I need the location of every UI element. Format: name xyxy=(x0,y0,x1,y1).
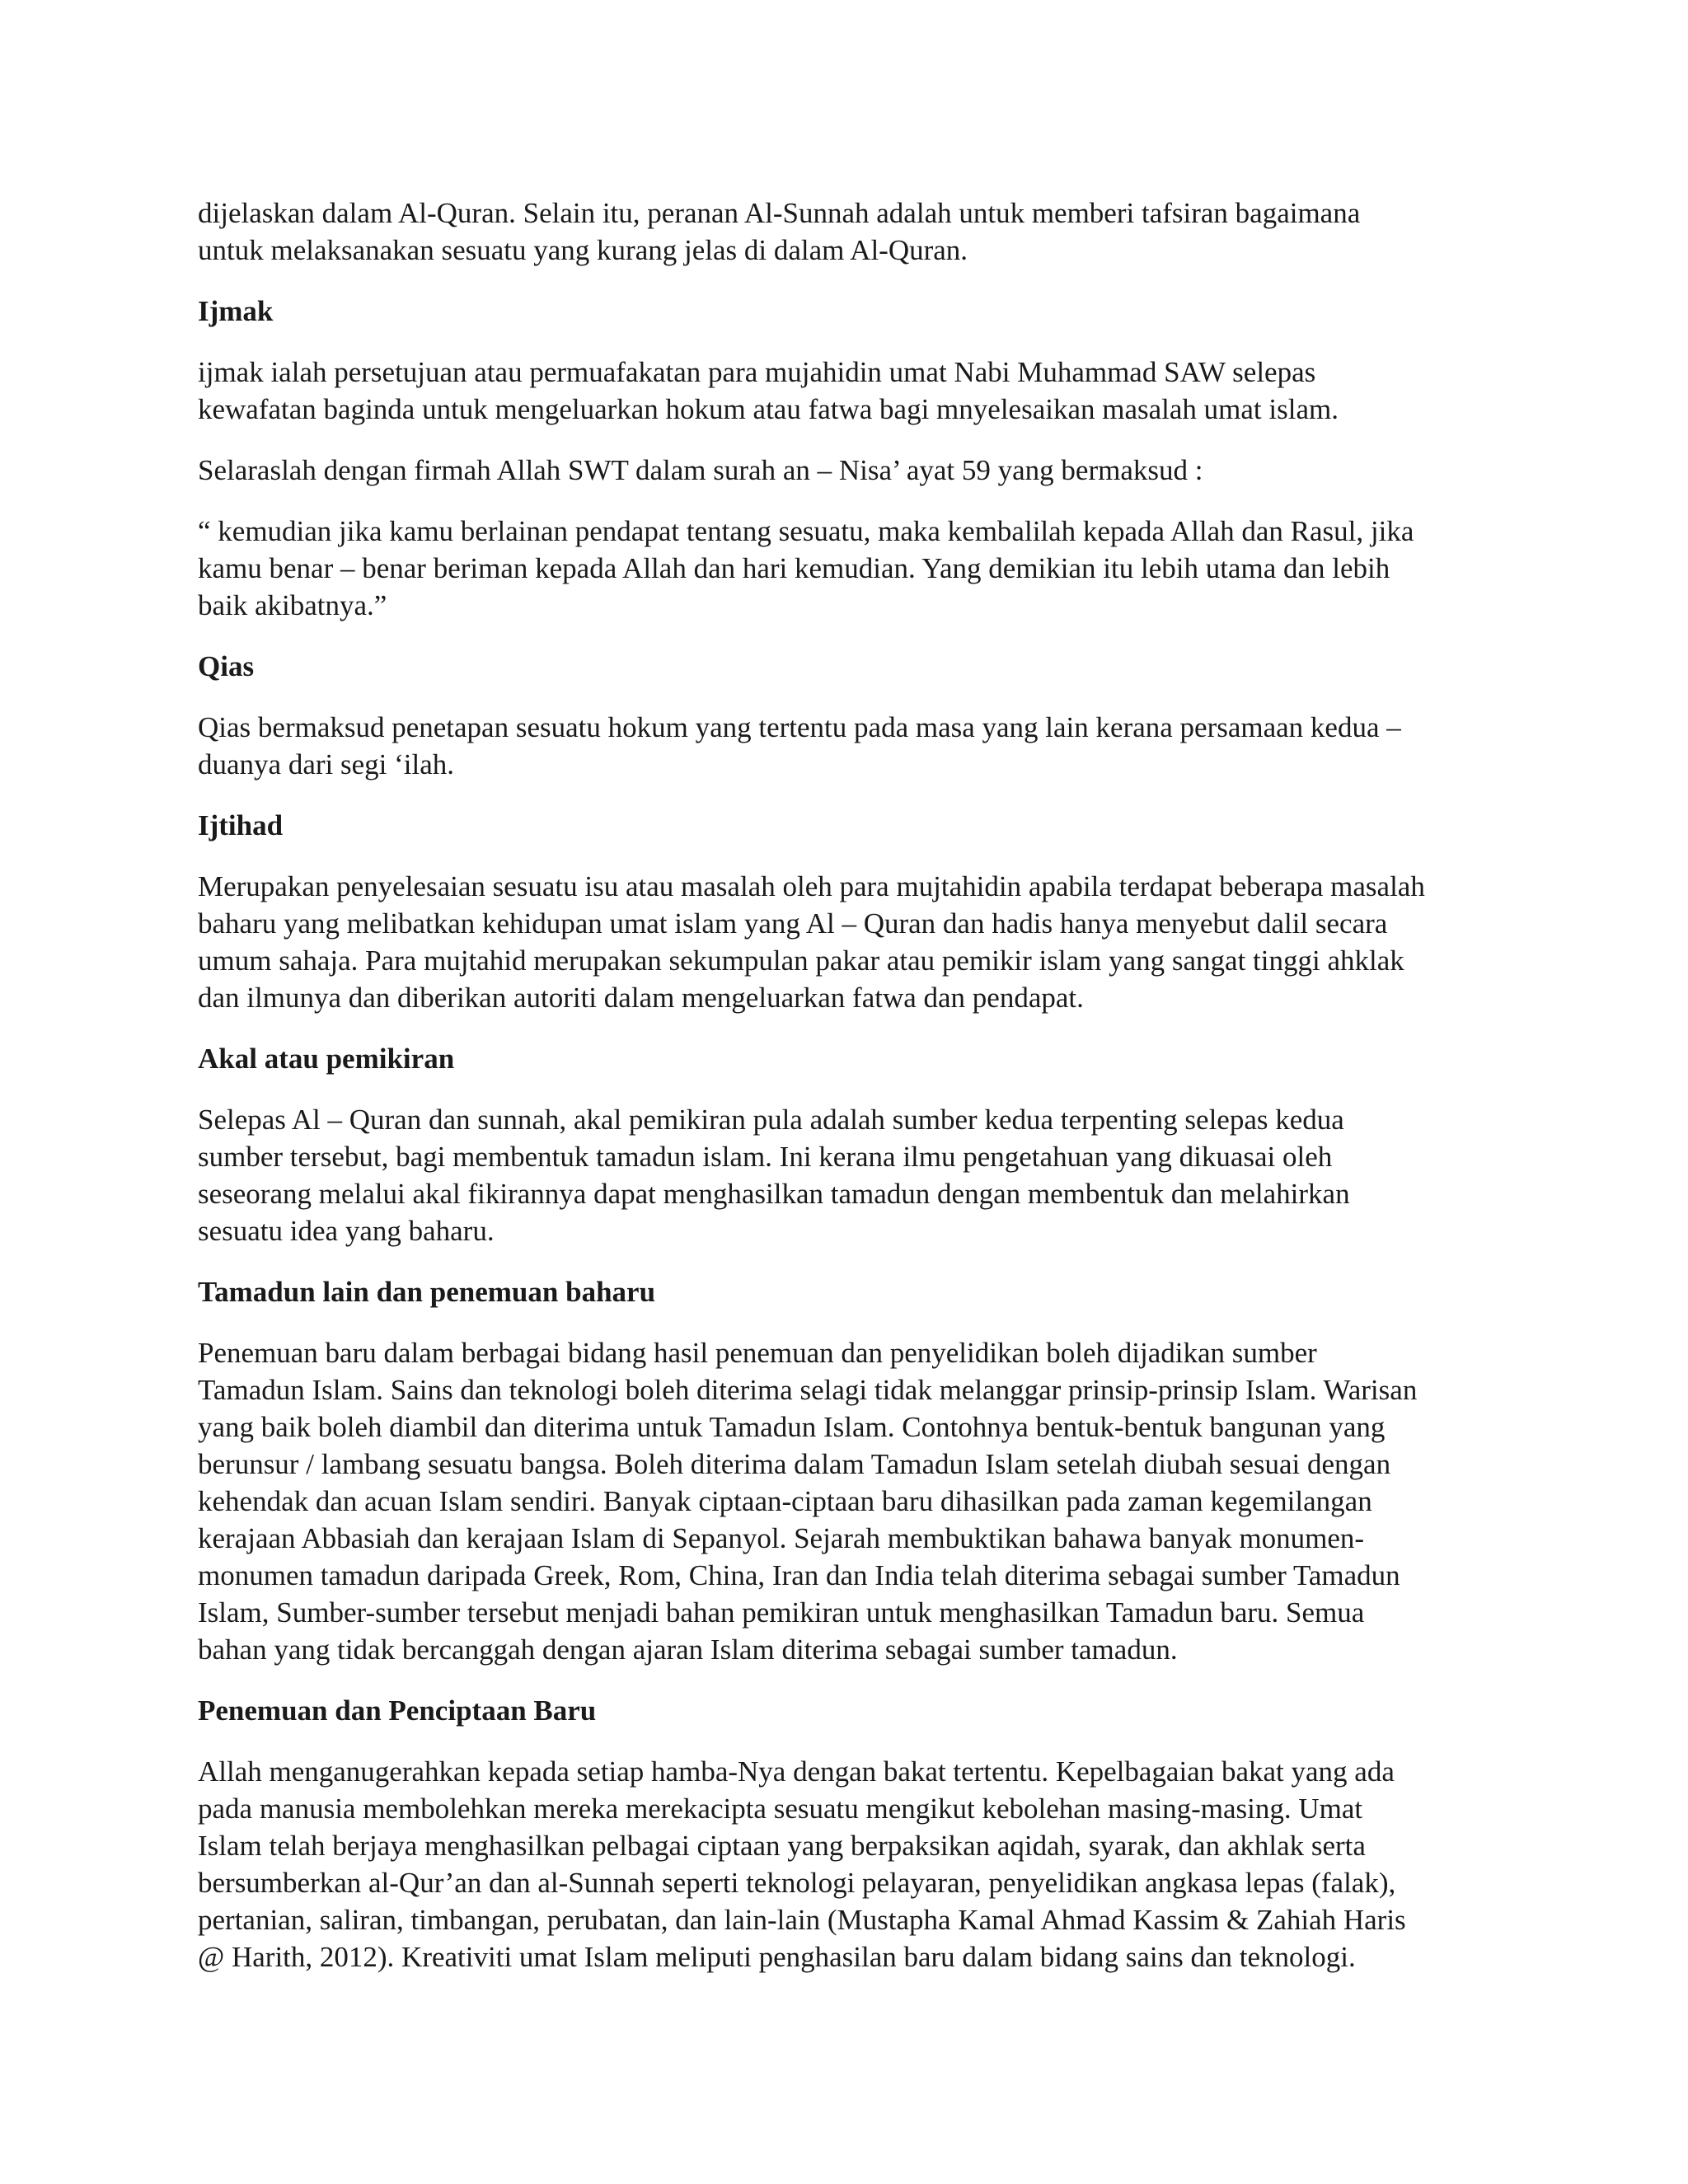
document-page xyxy=(198,194,1484,1999)
text-line: umum sahaja. Para mujtahid merupakan sekumpulan pakar atau pemikir islam yang sangat tinggi ahklak xyxy=(198,944,1404,977)
text-line: baharu yang melibatkan kehidupan umat islam yang Al – Quran dan hadis hanya menyebut dalil secara xyxy=(198,907,1388,940)
text-line: Allah menganugerahkan kepada setiap hamba-Nya dengan bakat tertentu. Kepelbagaian bakat yang ada xyxy=(198,1755,1395,1788)
text-line: kerajaan Abbasiah dan kerajaan Islam di Sepanyol. Sejarah membuktikan bahawa banyak monumen- xyxy=(198,1522,1365,1554)
heading-qias: Qias xyxy=(198,650,255,682)
text-line: Selaraslah dengan firmah Allah SWT dalam surah an – Nisa’ ayat 59 yang bermaksud : xyxy=(198,454,1203,486)
heading-tamadun-lain: Tamadun lain dan penemuan baharu xyxy=(198,1276,656,1308)
text-line: yang baik boleh diambil dan diterima untuk Tamadun Islam. Contohnya bentuk-bentuk bangunan yang xyxy=(198,1411,1386,1443)
text-line: pada manusia membolehkan mereka merekacipta sesuatu mengikut kebolehan masing-masing. Umat xyxy=(198,1793,1363,1825)
text-line: kewafatan baginda untuk mengeluarkan hokum atau fatwa bagi mnyelesaikan masalah umat islam. xyxy=(198,393,1339,425)
text-line: Islam, Sumber-sumber tersebut menjadi bahan pemikiran untuk menghasilkan Tamadun baru. Semua xyxy=(198,1596,1365,1629)
text-line: duanya dari segi ‘ilah. xyxy=(198,748,455,780)
paragraph-penemuan-penciptaan xyxy=(198,1753,1484,1975)
text-line: Islam telah berjaya menghasilkan pelbagai ciptaan yang berpaksikan aqidah, syarak, dan akhlak serta xyxy=(198,1830,1366,1862)
text-line: Tamadun Islam. Sains dan teknologi boleh diterima selagi tidak melanggar prinsip-prinsip Islam. Warisan xyxy=(198,1374,1418,1406)
text-line: ijmak ialah persetujuan atau permuafakatan para mujahidin umat Nabi Muhammad SAW selepas xyxy=(198,356,1316,388)
paragraph-quote xyxy=(198,513,1484,624)
paragraph-surah-reference xyxy=(198,452,1484,489)
text-line: baik akibatnya.” xyxy=(198,589,387,621)
text-line: sesuatu idea yang baharu. xyxy=(198,1215,495,1247)
paragraph-ijtihad-definition xyxy=(198,868,1484,1016)
text-line: sumber tersebut, bagi membentuk tamadun islam. Ini kerana ilmu pengetahuan yang dikuasai oleh xyxy=(198,1141,1333,1173)
text-line: monumen tamadun daripada Greek, Rom, China, Iran dan India telah diterima sebagai sumber Tamadun xyxy=(198,1559,1400,1591)
text-line: seseorang melalui akal fikirannya dapat menghasilkan tamadun dengan membentuk dan melahirkan xyxy=(198,1178,1350,1210)
text-line: berunsur / lambang sesuatu bangsa. Boleh diterima dalam Tamadun Islam setelah diubah sesuai dengan xyxy=(198,1448,1391,1480)
heading-ijmak: Ijmak xyxy=(198,295,274,327)
text-line: bahan yang tidak bercanggah dengan ajaran Islam diterima sebagai sumber tamadun. xyxy=(198,1633,1178,1666)
text-line: Merupakan penyelesaian sesuatu isu atau masalah oleh para mujtahidin apabila terdapat beberapa masalah xyxy=(198,870,1425,902)
text-line: Penemuan baru dalam berbagai bidang hasil penemuan dan penyelidikan boleh dijadikan sumber xyxy=(198,1337,1317,1369)
paragraph-al-sunnah-role xyxy=(198,194,1484,269)
text-line: @ Harith, 2012). Kreativiti umat Islam meliputi penghasilan baru dalam bidang sains dan teknologi. xyxy=(198,1941,1356,1973)
text-line: bersumberkan al-Qur’an dan al-Sunnah seperti teknologi pelayaran, penyelidikan angkasa lepas (falak), xyxy=(198,1867,1396,1899)
heading-ijtihad: Ijtihad xyxy=(198,809,284,841)
text-line: Qias bermaksud penetapan sesuatu hokum yang tertentu pada masa yang lain kerana persamaan kedua – xyxy=(198,711,1401,743)
paragraph-ijmak-definition xyxy=(198,354,1484,428)
text-line: Selepas Al – Quran dan sunnah, akal pemikiran pula adalah sumber kedua terpenting selepas kedua xyxy=(198,1104,1344,1136)
paragraph-qias-definition xyxy=(198,709,1484,783)
heading-penemuan-penciptaan: Penemuan dan Penciptaan Baru xyxy=(198,1694,597,1727)
heading-akal-atau-pemikiran: Akal atau pemikiran xyxy=(198,1043,455,1075)
text-line: kehendak dan acuan Islam sendiri. Banyak ciptaan-ciptaan baru dihasilkan pada zaman kegemilangan xyxy=(198,1485,1372,1517)
paragraph-akal-definition xyxy=(198,1101,1484,1249)
text-line: dijelaskan dalam Al-Quran. Selain itu, peranan Al-Sunnah adalah untuk memberi tafsiran bagaimana xyxy=(198,197,1361,229)
paragraph-tamadun-lain xyxy=(198,1334,1484,1668)
text-line: dan ilmunya dan diberikan autoriti dalam mengeluarkan fatwa dan pendapat. xyxy=(198,982,1084,1014)
text-line: kamu benar – benar beriman kepada Allah dan hari kemudian. Yang demikian itu lebih utama dan lebih xyxy=(198,552,1390,584)
text-line: pertanian, saliran, timbangan, perubatan, dan lain-lain (Mustapha Kamal Ahmad Kassim & Zahiah Haris xyxy=(198,1904,1406,1936)
text-line: “ kemudian jika kamu berlainan pendapat tentang sesuatu, maka kembalilah kepada Allah dan Rasul, jika xyxy=(198,515,1414,547)
text-line: untuk melaksanakan sesuatu yang kurang jelas di dalam Al-Quran. xyxy=(198,234,968,266)
